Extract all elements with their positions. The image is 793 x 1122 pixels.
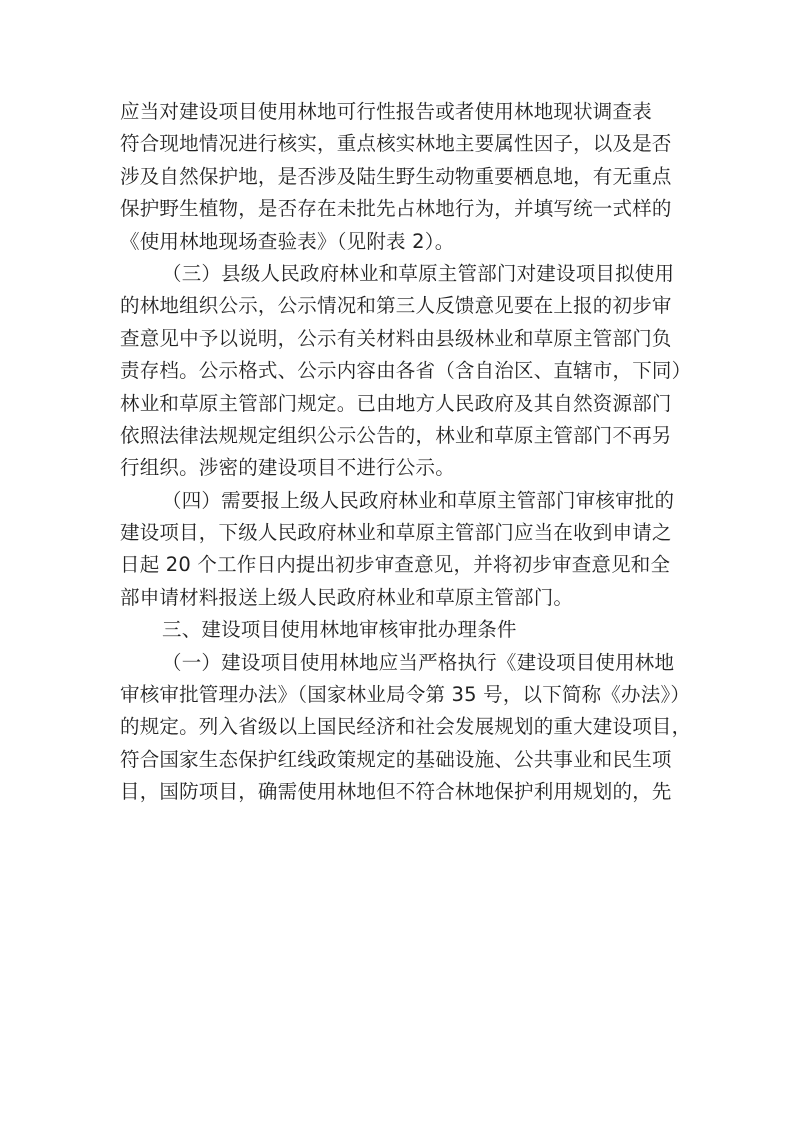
- text-line: 《使用林地现场查验表》（见附表 2）。: [120, 229, 455, 253]
- text-line: 行组织。涉密的建设项目不进行公示。: [120, 456, 455, 480]
- text-line: 符合现地情况进行核实，重点核实林地主要属性因子，以及是否: [120, 132, 672, 156]
- text-line: 符合国家生态保护红线政策规定的基础设施、公共事业和民生项: [120, 747, 672, 771]
- text-line: 依照法律法规规定组织公示公告的，林业和草原主管部门不再另: [120, 423, 672, 447]
- text-line: 部申请材料报送上级人民政府林业和草原主管部门。: [120, 585, 574, 609]
- text-line: 的林地组织公示，公示情况和第三人反馈意见要在上报的初步审: [120, 294, 672, 318]
- text-line: 涉及自然保护地，是否涉及陆生野生动物重要栖息地，有无重点: [120, 164, 672, 188]
- text-line: 保护野生植物，是否存在未批先占林地行为，并填写统一式样的: [120, 197, 672, 221]
- body-text: [120, 96, 692, 809]
- paragraph-start-line: （一）建设项目使用林地应当严格执行《建设项目使用林地: [162, 650, 675, 674]
- text-line: 的规定。列入省级以上国民经济和社会发展规划的重大建设项目，: [120, 715, 692, 739]
- text-line: 查意见中予以说明，公示有关材料由县级林业和草原主管部门负: [120, 326, 672, 350]
- section-heading: 三、建设项目使用林地审核审批办理条件: [162, 618, 517, 642]
- paragraph-start-line: （四）需要报上级人民政府林业和草原主管部门审核审批的: [162, 488, 675, 512]
- text-line: 建设项目，下级人民政府林业和草原主管部门应当在收到申请之: [120, 521, 672, 545]
- text-line: 应当对建设项目使用林地可行性报告或者使用林地现状调查表: [120, 100, 652, 123]
- text-line: 责存档。公示格式、公示内容由各省（含自治区、直辖市，下同）: [120, 359, 692, 383]
- text-line: 日起 20 个工作日内提出初步审查意见，并将初步审查意见和全: [120, 553, 671, 577]
- text-line: 目，国防项目，确需使用林地但不符合林地保护利用规划的，先: [120, 780, 672, 804]
- text-line: 林业和草原主管部门规定。已由地方人民政府及其自然资源部门: [120, 391, 672, 415]
- text-line: 审核审批管理办法》（国家林业局令第 35 号，以下简称《办法》）: [120, 683, 691, 707]
- paragraph-start-line: （三）县级人民政府林业和草原主管部门对建设项目拟使用: [162, 261, 675, 285]
